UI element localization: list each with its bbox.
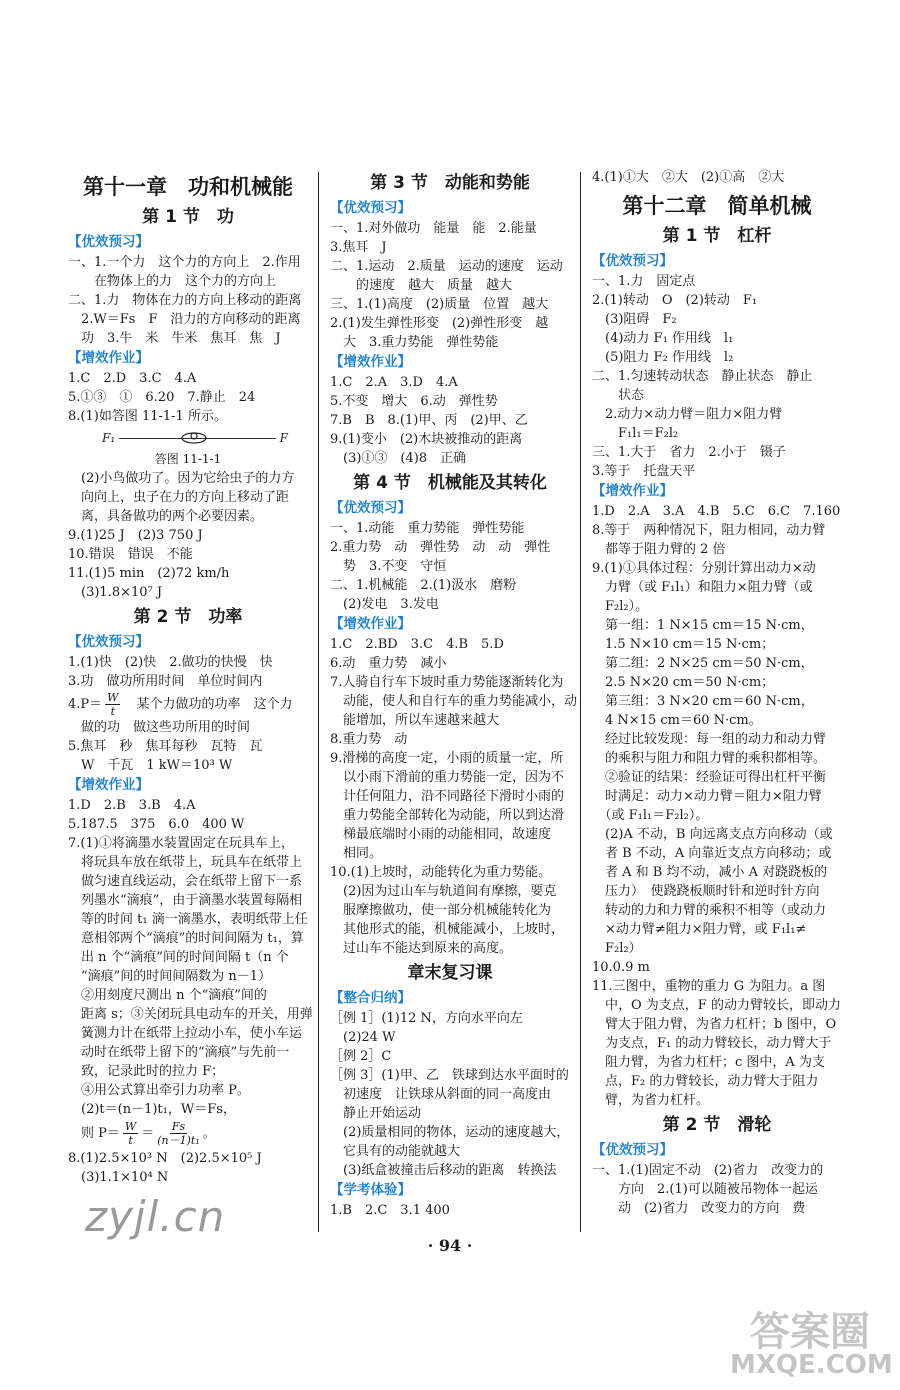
answer-line: 都等于阻力臂的 2 倍	[592, 542, 726, 557]
section-tag: 【学考体验】	[330, 1182, 411, 1198]
answer-line: 5.焦耳 秒 焦耳每秒 瓦特 瓦	[68, 739, 263, 754]
answer-line: 重力势能全部转化为动能，所以到达滑	[330, 808, 565, 823]
answer-line: 动时在纸带上留下的“滴痕”与先前一	[68, 1045, 290, 1060]
answer-line: 8.等于 两种情况下，阻力相同，动力臂	[592, 523, 826, 538]
answer-text: ＝	[141, 1126, 155, 1141]
answer-line: (3)纸盒被撞击后移动的距离 转换法	[330, 1163, 557, 1178]
answer-line: 压力） 使跷跷板顺时针和逆时针方向	[592, 884, 820, 899]
answer-line: (4)动力 F₁ 作用线 l₁	[592, 331, 734, 346]
answer-line: (2)A 不动，B 向远离支点方向移动（或	[592, 827, 833, 842]
answer-line: (2)因为过山车与轨道间有摩擦，要克	[330, 884, 557, 899]
answer-line: 过山车不能达到原来的高度。	[330, 941, 513, 956]
answer-line: 5.①③ ① 6.20 7.静止 24	[68, 390, 256, 405]
answer-line: （或 F₁l₁＝F₂l₂）。	[592, 808, 709, 823]
answer-line: 二、1.力 物体在力的方向上移动的距离	[68, 293, 302, 308]
answer-line: 11.(1)5 min (2)72 km/h	[68, 566, 230, 581]
answer-line: 阻力臂，为省力杠杆；c 图中，A 为支	[592, 1055, 825, 1070]
section-tag: 【增效作业】	[592, 483, 673, 499]
answer-line: 7.B B 8.(1)甲、丙 (2)甲、乙	[330, 413, 528, 428]
watermark-logo	[730, 1300, 893, 1385]
answer-line: 其他形式的能，机械能减小，上坡时，	[330, 922, 565, 937]
answer-line: 它具有的动能就越大	[330, 1144, 461, 1159]
answer-line: 状态	[592, 388, 645, 403]
answer-line: 第二组：2 N×25 cm＝50 N·cm，	[592, 656, 814, 671]
answer-line: (3)阻碍 F₂	[592, 312, 677, 327]
answer-line: (5)阻力 F₂ 作用线 l₂	[592, 350, 734, 365]
answer-line: 一、1.(1)固定不动 (2)省力 改变力的	[592, 1163, 824, 1178]
fraction-denominator: (n－1)t₁	[157, 1134, 200, 1147]
section-tag: 【优效预习】	[592, 253, 673, 269]
answer-line: 在物体上的力 这个力的方向上	[68, 274, 277, 289]
answer-line	[68, 1119, 308, 1149]
answer-line: ×动力臂≠阻力×阻力臂，或 F₁l₁≠	[592, 922, 807, 937]
force-arrow-line	[119, 438, 276, 439]
section-title: 第 1 节 功	[142, 207, 234, 227]
answer-line: 方向 2.(1)可以随被吊物体一起运	[592, 1182, 818, 1197]
answer-line: F₂l₂）。	[592, 599, 649, 614]
answer-line: 以小雨下滑前的重力势能一定，因为不	[330, 770, 565, 785]
section-tag: 【优效预习】	[68, 234, 149, 250]
answer-line: 中，O 为支点，F 的动力臂较长，即动力	[592, 998, 841, 1013]
answer-line: ［例 3］(1)甲、乙 铁球到达水平面时的	[330, 1068, 569, 1083]
answer-line: 第一组：1 N×15 cm＝15 N·cm，	[592, 618, 814, 633]
section-title: 第 2 节 功率	[133, 607, 243, 627]
answer-line: (3)①③ (4)8 正确	[330, 451, 467, 466]
answer-line: 臂大于阻力臂，为省力杠杆；b 图中，O	[592, 1017, 837, 1032]
answer-line: “滴痕”间的时间间隔数为 n－1）	[68, 969, 272, 984]
answer-line: 簧测力计在纸带上拉动小车，使小车运	[68, 1026, 303, 1041]
answer-text: 某个力做功的功率 这个力	[123, 697, 293, 712]
section-title: 章末复习课	[407, 963, 493, 983]
section-title: 第 4 节 机械能及其转化	[353, 473, 547, 493]
answer-line: 功 3.牛 米 牛米 焦耳 焦 J	[68, 331, 281, 346]
fraction-numerator: Fs	[171, 1120, 186, 1133]
answer-line: (2)小鸟做功了。因为它给虫子的力方	[68, 471, 295, 486]
answer-line: 1.(1)快 (2)快 2.做功的快慢 快	[68, 655, 273, 670]
answer-text: 。	[202, 1126, 216, 1141]
answer-line: 时满足：动力×动力臂＝阻力×阻力臂	[592, 789, 822, 804]
answer-line: 2.重力势 动 弹性势 动 动 弹性	[330, 540, 551, 555]
answer-line: 8.(1)2.5×10³ N (2)2.5×10⁵ J	[68, 1151, 262, 1166]
answer-text: 4.P＝	[68, 697, 103, 712]
fraction-numerator: W	[107, 691, 119, 704]
fraction	[105, 691, 120, 718]
answer-line: 1.D 2.B 3.B 4.A	[68, 798, 196, 813]
logo-text-en: MXQE.COM	[730, 1350, 893, 1380]
answer-line: 1.C 2.A 3.D 4.A	[330, 375, 458, 390]
answer-line: 3.焦耳 J	[330, 240, 387, 255]
section-tag: 【增效作业】	[68, 350, 149, 366]
answer-line: 2.W＝Fs F 沿力的方向移动的距离	[68, 312, 301, 327]
bird-icon	[179, 430, 209, 444]
answer-line: 动能，使人和自行车的重力势能减小，动	[330, 694, 578, 709]
answer-line: (2)24 W	[330, 1030, 396, 1045]
answer-line: 5.187.5 375 6.0 400 W	[68, 817, 245, 832]
answer-line: W 千瓦 1 kW＝10³ W	[68, 758, 233, 773]
force-label-left: F₁	[102, 430, 116, 445]
answer-line: 列墨水“滴痕”，由于滴墨水装置每隔相	[68, 893, 303, 908]
answer-line: ②验证的结果：经验证可得出杠杆平衡	[592, 770, 827, 785]
answer-line: 计任何阻力，沿不同路径下滑时小雨的	[330, 789, 565, 804]
section-tag: 【优效预习】	[330, 500, 411, 516]
answer-line: 2.5 N×20 cm＝50 N·cm；	[592, 675, 775, 690]
answer-line: 相同。	[330, 846, 383, 861]
answer-line: 二、1.匀速转动状态 静止状态 静止	[592, 369, 813, 384]
section-title: 第 2 节 滑轮	[662, 1115, 772, 1135]
answer-line: 一、1.力 固定点	[592, 274, 696, 289]
answer-line: 11.三图中，重物的重力 G 为阻力。a 图	[592, 979, 826, 994]
figure-caption: 答图 11-1-1	[154, 452, 222, 466]
answer-line: 势 3.不变 守恒	[330, 559, 447, 574]
answer-line: 将玩具车放在纸带上，玩具车在纸带上	[68, 855, 303, 870]
answer-line: (2)发电 3.发电	[330, 597, 439, 612]
answer-line: 等的时间 t₁ 滴一滴墨水，表明纸带上任	[68, 912, 308, 927]
fraction-denominator: t	[128, 1134, 133, 1147]
answer-line: 二、1.机械能 2.(1)汲水 磨粉	[330, 578, 517, 593]
answer-line: 者 B 不动，A 向靠近支点方向移动；或	[592, 846, 832, 861]
force-label-right: F	[279, 430, 288, 445]
answer-line: 10.错误 错误 不能	[68, 547, 193, 562]
answer-line: 二、1.运动 2.质量 运动的速度 运动	[330, 259, 563, 274]
answer-line: 9.滑梯的高度一定，小雨的质量一定，所	[330, 751, 564, 766]
answer-line: ［例 1］(1)12 N，方向水平向左	[330, 1011, 523, 1026]
answer-line: 动 (2)省力 改变力的方向 费	[592, 1201, 806, 1216]
answer-line: 7.人骑自行车下坡时重力势能逐渐转化为	[330, 675, 564, 690]
answer-line: 做匀速直线运动，会在纸带上留下一系	[68, 874, 303, 889]
answer-line: 的速度 越大 质量 越大	[330, 278, 513, 293]
answer-line: 9.(1)25 J (2)3 750 J	[68, 528, 203, 543]
answer-line: 3.功 做功所用时间 单位时间内	[68, 674, 263, 689]
answer-line: 3.等于 托盘天平	[592, 464, 696, 479]
watermark-text: zyjl.cn	[85, 1192, 226, 1241]
section-tag: 【优效预习】	[330, 200, 411, 216]
answer-line: 一、1.对外做功 能量 能 2.能量	[330, 221, 537, 236]
answer-line: 8.(1)如答图 11-1-1 所示。	[68, 409, 227, 424]
fraction	[157, 1120, 200, 1147]
answer-line: 距离 s；③关闭玩具电动车的开关，用弹	[68, 1007, 313, 1022]
answer-line: 臂，为省力杠杆。	[592, 1093, 710, 1108]
answer-line: 经过比较发现：每一组的动力和动力臂	[592, 732, 827, 747]
answer-line: 离，具备做功的两个必要因素。	[68, 509, 264, 524]
answer-line: 的乘积与阻力和阻力臂的乘积都相等。	[592, 751, 827, 766]
answer-line: (2)质量相同的物体，运动的速度越大，	[330, 1125, 570, 1140]
page-number: · 94 ·	[427, 1236, 473, 1255]
answer-line: ［例 2］C	[330, 1049, 392, 1064]
section-tag: 【增效作业】	[330, 354, 411, 370]
answer-line: 1.B 2.C 3.1 400	[330, 1203, 450, 1218]
fraction-denominator: t	[110, 705, 116, 718]
answer-line: 6.动 重力势 减小	[330, 656, 447, 671]
answer-line: 7.(1)①将滴墨水装置固定在玩具车上，	[68, 836, 294, 851]
section-tag: 【优效预习】	[592, 1142, 673, 1158]
answer-line: F₂l₂）	[592, 941, 642, 956]
answer-line: (3)1.1×10⁴ N	[68, 1170, 169, 1185]
answer-line: 做的功 做这些功所用的时间	[68, 720, 251, 735]
answer-line: 一、1.一个力 这个力的方向上 2.作用	[68, 255, 301, 270]
section-title: 第 1 节 杠杆	[662, 226, 772, 246]
answer-line: 1.C 2.D 3.C 4.A	[68, 371, 197, 386]
column-divider	[580, 172, 581, 1232]
answer-line: 2.动力×动力臂＝阻力×阻力臂	[592, 407, 783, 422]
answer-line: 向向上，虫子在力的方向上移动了距	[68, 490, 290, 505]
answer-line: 转动的力和力臂的乘积不相等（或动力	[592, 903, 827, 918]
column-divider	[318, 172, 319, 1232]
answer-line: 9.(1)变小 (2)木块被推动的距离	[330, 432, 523, 447]
section-tag: 【增效作业】	[68, 777, 149, 793]
answer-line: ④用公式算出牵引力功率 P。	[68, 1083, 250, 1098]
column-middle	[330, 168, 578, 1220]
logo-text-cn: 答案圈	[750, 1309, 870, 1355]
section-title: 第 3 节 动能和势能	[370, 173, 530, 193]
answer-line: 4 N×15 cm＝60 N·cm。	[592, 713, 762, 728]
answer-line: 一、1.动能 重力势能 弹性势能	[330, 521, 525, 536]
answer-line: 大 3.重力势能 弹性势能	[330, 335, 499, 350]
answer-line: (3)1.8×10⁷ J	[68, 585, 163, 600]
answer-line: 梯最底端时小雨的动能相同，故速度	[330, 827, 552, 842]
answer-line: 2.(1)转动 O (2)转动 F₁	[592, 293, 758, 308]
answer-line: 为支点，F₁ 的动力臂较长，动力臂大于	[592, 1036, 832, 1051]
answer-line: F₁l₁＝F₂l₂	[592, 426, 679, 441]
chapter-title: 第十一章 功和机械能	[83, 175, 293, 199]
section-tag: 【整合归纳】	[330, 990, 411, 1006]
answer-line: 1.D 2.A 3.A 4.B 5.C 6.C 7.160	[592, 504, 841, 519]
answer-line: 三、1.大于 省力 2.小于 镊子	[592, 445, 786, 460]
column-left	[68, 168, 313, 1187]
answer-line: 三、1.(1)高度 (2)质量 位置 越大	[330, 297, 549, 312]
answer-line: 力臂（或 F₁l₁）和阻力×阻力臂（或	[592, 580, 813, 595]
answer-line: 者 A 和 B 均不动，减小 A 对跷跷板的	[592, 865, 828, 880]
answer-line	[68, 691, 308, 718]
column-right	[592, 168, 842, 1218]
section-tag: 【优效预习】	[68, 634, 149, 650]
answer-line: 5.不变 增大 6.动 弹性势	[330, 394, 498, 409]
answer-line: 10.(1)上坡时，动能转化为重力势能。	[330, 865, 552, 880]
fraction	[123, 1120, 138, 1147]
answer-line: 静止开始运动	[330, 1106, 422, 1121]
answer-line: 初速度 让铁球从斜面的同一高度由	[330, 1087, 552, 1102]
answer-line: 1.5 N×10 cm＝15 N·cm；	[592, 637, 775, 652]
answer-line: 4.(1)①大 ②大 (2)①高 ②大	[592, 170, 785, 185]
answer-line: 致，记录此时的拉力 F；	[68, 1064, 225, 1079]
answer-line: 8.重力势 动	[330, 732, 408, 747]
answer-line: 2.(1)发生弹性形变 (2)弹性形变 越	[330, 316, 549, 331]
answer-line: 出 n 个“滴痕”间的时间间隔 t（n 个	[68, 950, 289, 965]
answer-line: 能增加，所以车速越来越大	[330, 713, 500, 728]
answer-line: 9.(1)①具体过程：分别计算出动力×动	[592, 561, 816, 576]
chapter-title: 第十二章 简单机械	[622, 194, 812, 218]
force-diagram	[68, 426, 308, 450]
answer-line: 意相邻两个“滴痕”的时间间隔为 t₁，算	[68, 931, 304, 946]
answer-line: 点，F₂ 的力臂较长，动力臂大于阻力	[592, 1074, 819, 1089]
section-tag: 【增效作业】	[330, 616, 411, 632]
answer-line: (2)t＝(n－1)t₁，W＝Fs，	[68, 1102, 236, 1117]
answer-line: 10.0.9 m	[592, 960, 650, 975]
answer-line: ②用刻度尺测出 n 个“滴痕”间的	[68, 988, 267, 1003]
answer-text: 则 P＝	[68, 1126, 120, 1141]
fraction-numerator: W	[124, 1120, 137, 1133]
answer-line: 第三组：3 N×20 cm＝60 N·cm，	[592, 694, 814, 709]
answer-line: 1.C 2.BD 3.C 4.B 5.D	[330, 637, 504, 652]
answer-line: 服摩擦做功，使一部分机械能转化为	[330, 903, 552, 918]
